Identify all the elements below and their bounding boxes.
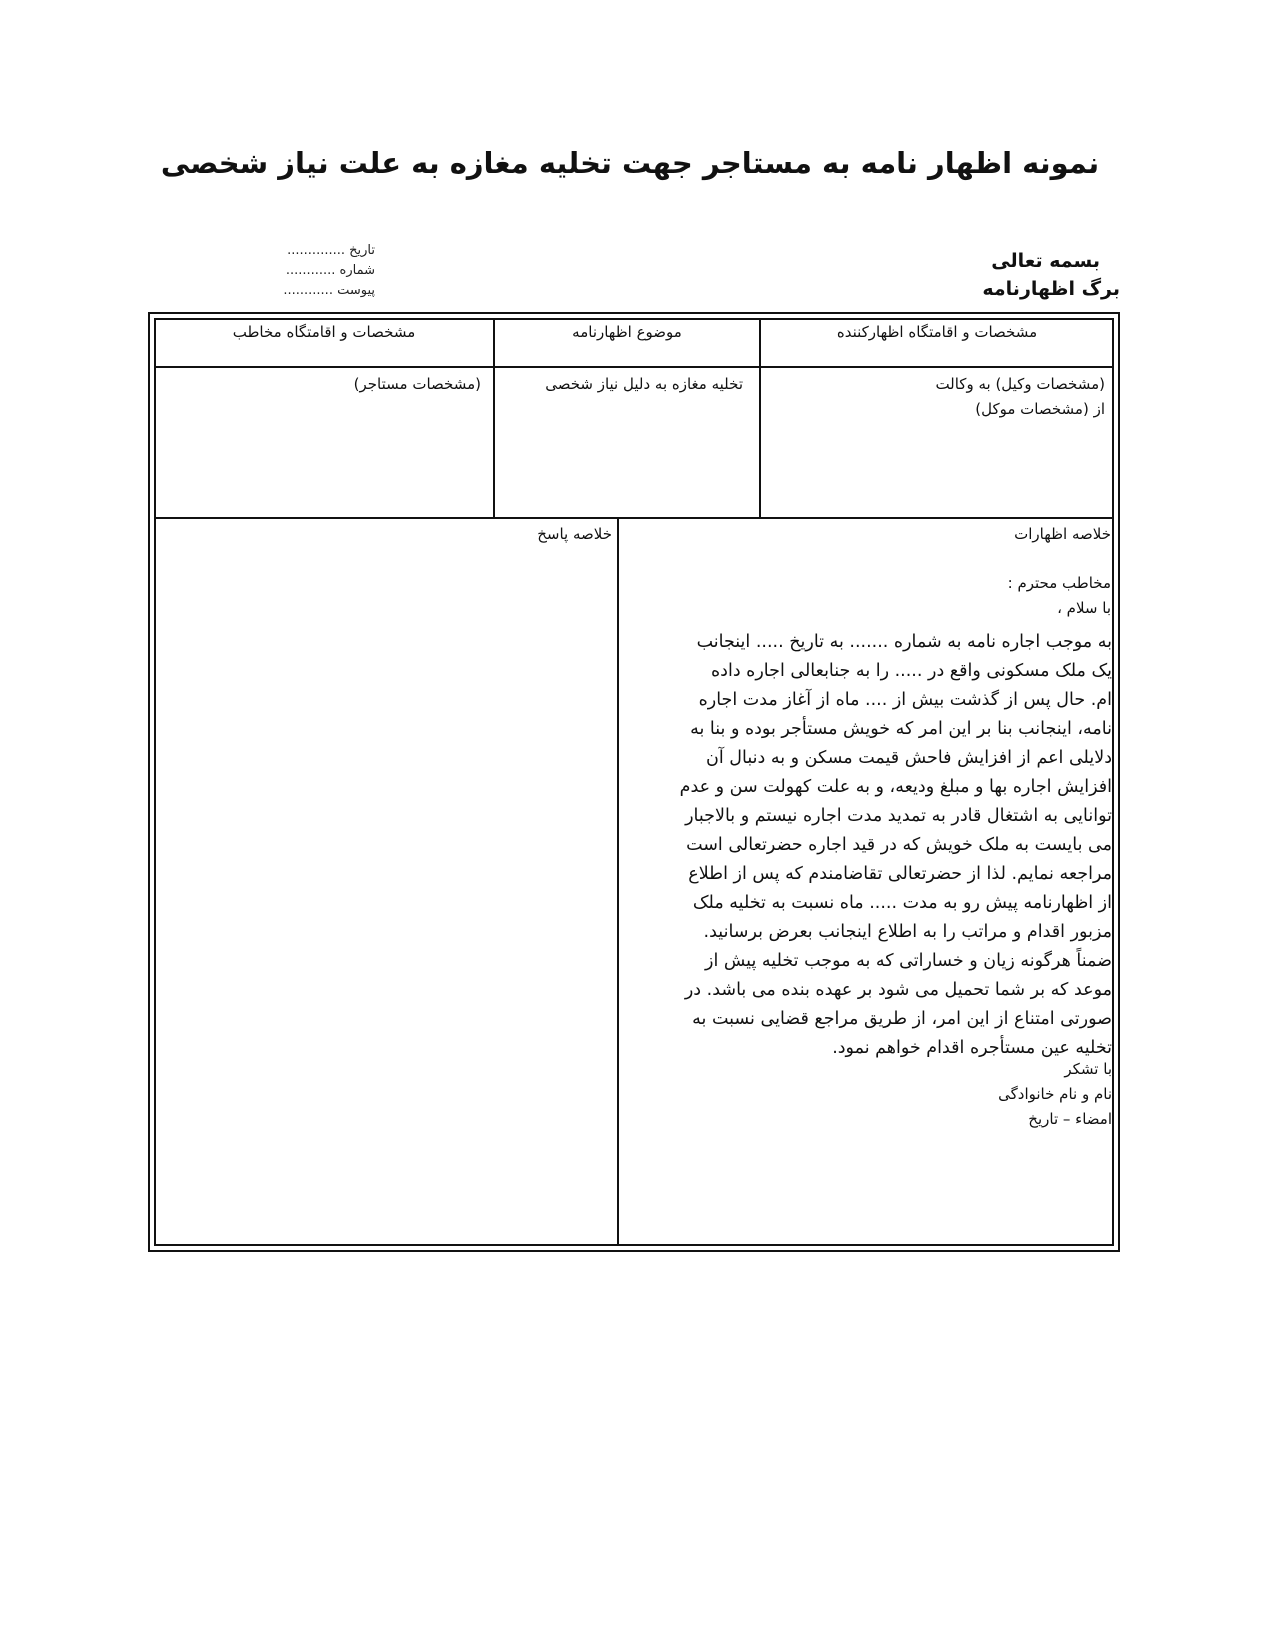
closing-signature: امضاء – تاریخ [1028, 1110, 1112, 1128]
meta-attachment: پیوست ............ [283, 283, 375, 298]
closing-block [998, 1057, 1112, 1132]
response-summary-label: خلاصه پاسخ [537, 525, 612, 543]
declarant-line-1: (مشخصات وکیل) به وکالت [935, 375, 1105, 393]
column-divider-left [493, 319, 495, 518]
body-line: از اظهارنامه پیش رو به مدت ..... ماه نسبت به تخلیه ملک [692, 893, 1112, 913]
body-line: مراجعه نمایم. لذا از حضرتعالی تقاضامندم که پس از اطلاع [688, 864, 1112, 884]
body-line: ضمناً هرگونه زیان و خساراتی که به موجب تخلیه پیش از [705, 951, 1112, 971]
body-line: توانایی به اشتغال قادر به تمدید مدت اجاره نیستم و بالاجبار [685, 806, 1112, 826]
body-line: مزبور اقدام و مراتب را به اطلاع اینجانب بعرض برسانید. [703, 922, 1112, 942]
header-subject: موضوع اظهارنامه [572, 323, 682, 341]
salutation: مخاطب محترم : [1007, 574, 1111, 592]
basmala-heading: بسمه تعالی [991, 250, 1100, 272]
upper-section-divider [155, 517, 1113, 519]
document-meta [255, 241, 375, 301]
closing-name: نام و نام خانوادگی [998, 1085, 1112, 1103]
summary-column-divider [617, 518, 619, 1245]
declarant-line-2: از (مشخصات موکل) [975, 400, 1105, 418]
body-line: تخلیه عین مستأجره اقدام خواهم نمود. [832, 1038, 1112, 1058]
header-row-divider [155, 366, 1113, 368]
meta-date: تاریخ .............. [287, 243, 375, 258]
header-declarant: مشخصات و اقامتگاه اظهارکننده [836, 323, 1038, 341]
greeting: با سلام ، [1057, 599, 1111, 617]
subject-value: تخلیه مغازه به دلیل نیاز شخصی [545, 375, 743, 393]
meta-number: شماره ............ [285, 263, 375, 278]
form-heading [790, 247, 1120, 303]
body-line: می بایست به ملک خویش که در قید اجاره حضرتعالی است [686, 835, 1112, 855]
body-line: نامه، اینجانب بنا بر این امر که خویش مستأجر بوده و بنا به [690, 719, 1112, 739]
closing-thanks: با تشکر [1064, 1060, 1112, 1078]
document-title: نمونه اظهار نامه به مستاجر جهت تخلیه مغازه به علت نیاز شخصی [160, 146, 1100, 180]
body-line: به موجب اجاره نامه به شماره ....... به تاریخ ..... اینجانب [696, 632, 1112, 652]
body-line: یک ملک مسکونی واقع در ..... را به جنابعالی اجاره داده [711, 661, 1112, 681]
body-line: افزایش اجاره بها و مبلغ ودیعه، و به علت کهولت سن و عدم [679, 777, 1112, 797]
declarations-summary-label: خلاصه اظهارات [1014, 525, 1111, 543]
form-name-heading: برگ اظهارنامه [982, 278, 1120, 300]
body-line: ام. حال پس از گذشت بیش از .... ماه از آغاز مدت اجاره [698, 690, 1112, 710]
header-addressee: مشخصات و اقامتگاه مخاطب [232, 323, 416, 341]
column-divider-right [759, 319, 761, 518]
body-line: موعد که بر شما تحمیل می شود بر عهده بنده می باشد. در [684, 980, 1112, 1000]
body-line: صورتی امتناع از این امر، از طریق مراجع قضایی نسبت به [692, 1009, 1112, 1029]
body-line: دلایلی اعم از افزایش فاحش قیمت مسکن و به دنبال آن [706, 748, 1112, 768]
declaration-body [652, 628, 1112, 1063]
addressee-value: (مشخصات مستاجر) [353, 375, 481, 393]
